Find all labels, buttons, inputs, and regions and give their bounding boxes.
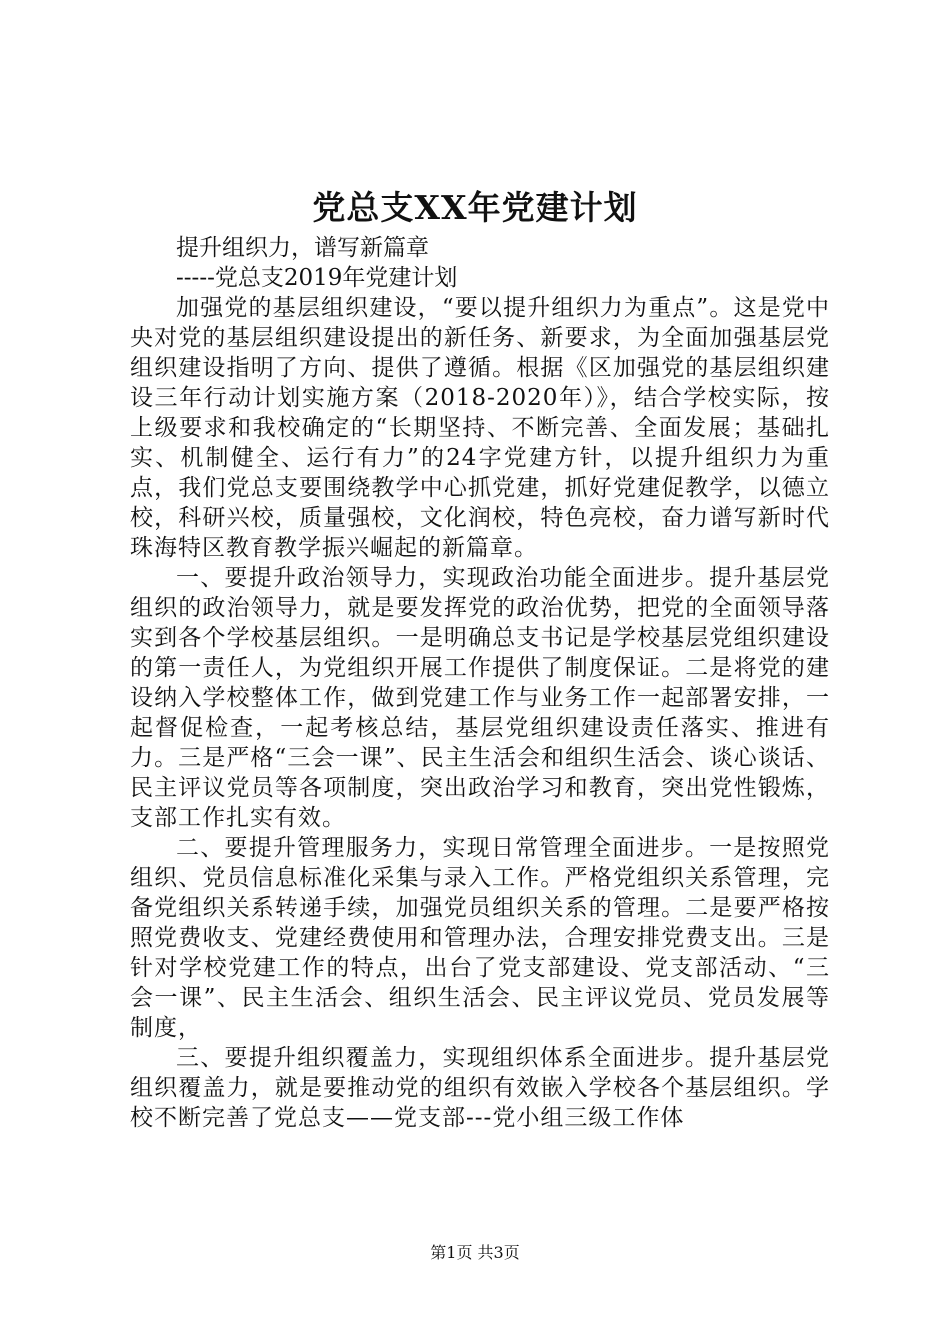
paragraph-section-3: 三、要提升组织覆盖力，实现组织体系全面进步。提升基层党组织覆盖力，就是要推动党的组织有效嵌入学校各个基层组织。学校不断完善了党总支——党支部---党小组三级工作体 [130,1045,830,1131]
document-subtitle-secondary: -----党总支2019年党建计划 [176,265,458,291]
document-subtitle: 提升组织力，谱写新篇章 [176,235,429,261]
paragraph-intro: 加强党的基层组织建设，“要以提升组织力为重点”。这是党中央对党的基层组织建设提出的新任务、新要求，为全面加强基层党组织建设指明了方向、提供了遵循。根据《区加强党的基层组织建设三年行动计划实施方案（2018-2020年）》，结合学校实际，按上级要求和我校确定的“长期坚持、不断完善、全面发展；基础扎实、机制健全、运行有力”的24字党建方针，以提升组织力为重点，我们党总支要围绕教学中心抓党建，抓好党建促教学，以德立校，科研兴校，质量强校，文化润校，特色亮校，奋力谱写新时代珠海特区教育教学振兴崛起的新篇章。 [130,295,830,561]
document-body [130,233,830,1133]
paragraph-section-2: 二、要提升管理服务力，实现日常管理全面进步。一是按照党组织、党员信息标准化采集与录入工作。严格党组织关系管理，完备党组织关系转递手续，加强党员组织关系的管理。二是要严格按照党费收支、党建经费使用和管理办法，合理安排党费支出。三是针对学校党建工作的特点，出台了党支部建设、党支部活动、“三会一课”、民主生活会、组织生活会、民主评议党员、党员发展等制度， [130,835,830,1041]
paragraph-section-1: 一、要提升政治领导力，实现政治功能全面进步。提升基层党组织的政治领导力，就是要发挥党的政治优势，把党的全面领导落实到各个学校基层组织。一是明确总支书记是学校基层党组织建设的第一责任人，为党组织开展工作提供了制度保证。二是将党的建设纳入学校整体工作，做到党建工作与业务工作一起部署安排，一起督促检查，一起考核总结，基层党组织建设责任落实、推进有力。三是严格“三会一课”、民主生活会和组织生活会、谈心谈话、民主评议党员等各项制度，突出政治学习和教育，突出党性锻炼，支部工作扎实有效。 [130,565,830,831]
document-title: 党总支XX年党建计划 [312,188,638,227]
page-footer: 第1页 共3页 [430,1243,520,1262]
